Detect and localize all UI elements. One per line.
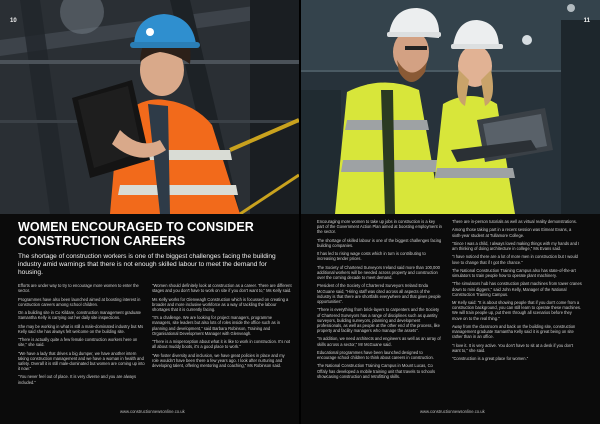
page-number-right: 11	[583, 18, 590, 24]
paragraph: Among those taking part in a recent session was Eimear Evans, a sixth-year student at Tullamore College.	[452, 227, 572, 238]
paragraph: "The simulators hub has construction plant machines from tower cranes down to mini diggers," said John Kelly, Manager of the National Construction Training Campus.	[452, 281, 582, 297]
paragraph: "Women should definitely look at construction as a career. There are different stages and you don't have to work on site if you don't want to," Ms Kelly said.	[152, 283, 292, 294]
article-headline: WOMEN ENCOURAGED TO CONSIDER CONSTRUCTION CAREERS	[18, 220, 254, 248]
body-column-4	[452, 219, 582, 364]
paragraph: "There is everything from brick-layers to carpenters and the Society of Chartered Surveyors has a range of disciplines such as quantity surveyors, building surveyors, planning and development professionals, as well as people at the other end of the process, like property and facility managers who manage the assets".	[317, 307, 440, 334]
body-column-1	[18, 283, 146, 388]
footer-website-link-left[interactable]: www.constructionnewsonline.co.uk	[120, 409, 185, 414]
page-gutter	[299, 0, 301, 424]
page-number-left: 10	[10, 18, 17, 24]
paragraph: The National Construction Training Campus in Mount Lucas, Co Offaly has developed a mobile training unit that travels to schools showcasing construction and retrofitting skills.	[317, 363, 436, 379]
paragraph: "We have a lady that drives a big dumper, we have another intern taking construction management and we have a woman in health and safety. Overall it is still male-dominated but women are coming up into it now."	[18, 350, 145, 372]
paragraph: "In addition, we need architects and engineers as well as an array of skills across a sector," Mr McGuane said.	[317, 336, 441, 347]
article-standfirst: The shortage of construction workers is one of the biggest challenges facing the building industry amid warnings that there is not enough skilled labour to meet the demand for housing.	[18, 253, 276, 277]
paragraph: On a building site in Co Kildare, construction management graduate Samantha Kelly is carrying out her daily site inspections.	[18, 310, 141, 321]
paragraph: "It's a challenge. We are looking for project managers, programme managers, site leaders but also lots of roles inside the office such as in planning and development," said Barbara Robinson, Training and Organisational Development Manager with Glenveagh.	[152, 315, 281, 336]
paragraph: Mr Kelly said: "It is about showing people that if you don't come from a construction background, you can still learn to operate these machines. We will train people up, put them through all scenarios before they move on to the real thing."	[452, 300, 582, 321]
paragraph: Educational programmes have been launched designed to encourage school children to think about careers in construction.	[317, 349, 434, 361]
paragraph: "Since I was a child, I always loved making things with my hands and I am thinking of doing architecture in college," Ms Evans said.	[452, 240, 580, 251]
body-column-3	[317, 219, 443, 382]
paragraph: There are in-person tutorials as well as virtual reality demonstrations.	[452, 219, 577, 224]
footer-website-link-right[interactable]: www.constructionnewsonline.co.uk	[420, 409, 485, 414]
paragraph: Efforts are under way to try to encourage more women to enter the sector.	[18, 283, 139, 294]
paragraph: "We foster diversity and inclusion, we have great policies in place and my role wouldn't have been there a few years ago. I look after nurturing and developing talent, offering mentoring and coaching," Ms Robinson said.	[152, 352, 285, 369]
paragraph: She may be working in what is still a male-dominated industry but Ms Kelly said she has always felt welcome on the building site.	[18, 323, 144, 334]
paragraph: Encouraging more women to take up jobs in construction is a key part of the Government Action Plan aimed at boosting employment in the sector.	[317, 219, 442, 235]
body-column-2	[152, 283, 292, 371]
paragraph: The National Construction Training Campus also has state-of-the-art simulators to train people how to operate plant machinery.	[452, 267, 576, 278]
paragraph: "I love it. It is very active. You don't have to sit at a desk if you don't want to," she said.	[452, 342, 574, 353]
paragraph: Away from the classroom and back on the building site, construction management graduate Samantha Kelly said it is great being on site rather than in an office.	[452, 323, 576, 340]
photo-two-engineers-with-laptop	[301, 0, 600, 214]
paragraph: "Construction is a great place for women."	[452, 356, 529, 362]
paragraph: President of the Society of Chartered Surveyors Ireland Enda McGuane said, "Hiring staff was cited across all aspects of the industry is that there are shortfalls everywhere and that gives people opportunities".	[317, 283, 441, 305]
paragraph: "There is actually quite a few female construction workers here on site," she said.	[18, 337, 138, 348]
paragraph: "You never feel out of place. It is very diverse and you are always included."	[18, 374, 137, 385]
paragraph: The Society of Chartered Surveyors Ireland said more than 100,000 additional workers will be needed across property and construction over the coming decade to meet demand.	[317, 264, 440, 281]
paragraph: The shortage of skilled labour is one of the biggest challenges facing building companies.	[317, 237, 442, 248]
paragraph: "There is a misperception about what it is like to work in construction. It's not all about muddy boots, it's a good place to work."	[152, 339, 291, 350]
photo-woman-with-clipboard	[0, 0, 299, 214]
paragraph: It has led to rising wage costs which in turn is contributing to increasing tender prices.	[317, 251, 426, 262]
paragraph: Ms Kelly works for Glenveagh Construction which is focussed on creating a broader and more inclusive workforce as a way of tackling the labour shortages that it is currently facing.	[152, 296, 289, 312]
paragraph: "I have noticed there are a lot of more men in construction but I would love to change that if I got the chance."	[452, 254, 578, 265]
paragraph: Programmes have also been launched aimed at boosting interest in construction careers among school children.	[18, 296, 141, 307]
